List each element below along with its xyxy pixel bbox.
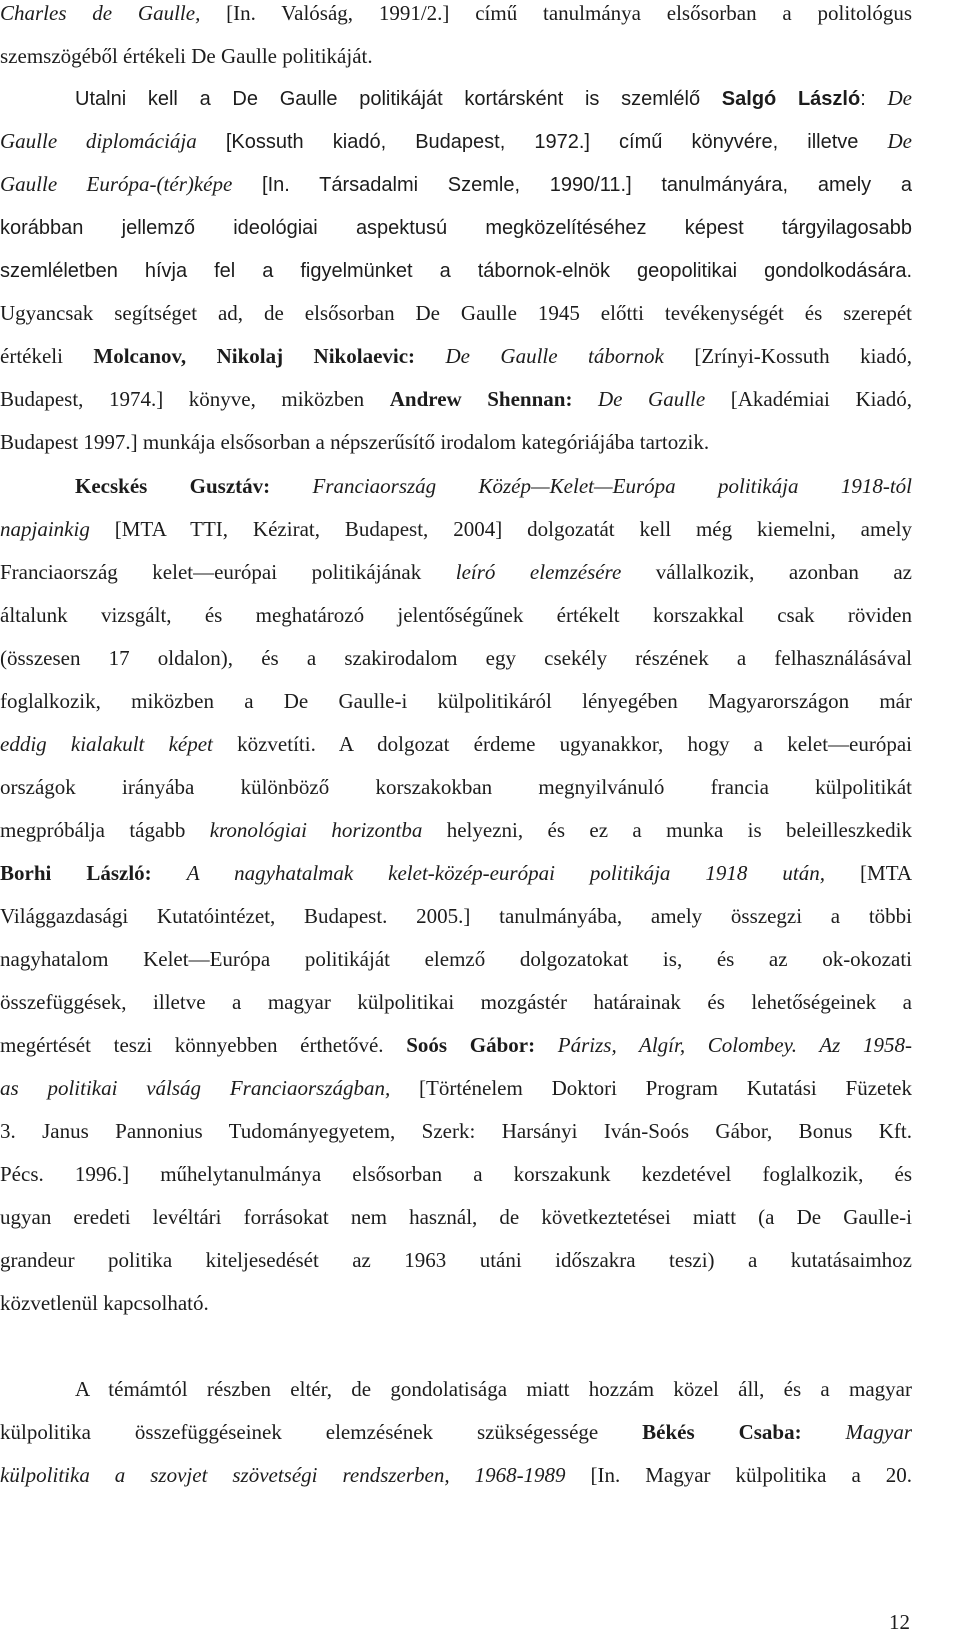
work-title: as politikai válság Franciaországban,: [0, 1076, 391, 1100]
text-run: [Történelem Doktori Program Kutatási Füzetek: [390, 1076, 912, 1100]
text-line: [0, 809, 912, 852]
text-run: [Akadémiai Kiadó,: [705, 387, 912, 411]
text-line: [0, 1196, 912, 1239]
text-run: helyezni, és ez a munka is beleilleszkedik: [422, 818, 912, 842]
text-run: külpolitika összefüggéseinek elemzésének szükségessége: [0, 1420, 643, 1444]
text-line: [0, 292, 912, 335]
text-line: [0, 163, 912, 206]
text-run: vállalkozik, azonban az: [621, 560, 912, 584]
text-run: grandeur politika kiteljesedését az 1963 utáni időszakra teszi) a kutatásaimhoz: [0, 1248, 912, 1272]
text-line: [0, 465, 912, 508]
text-line: [0, 1411, 912, 1454]
text-run: [MTA: [825, 861, 912, 885]
text-line: [0, 594, 912, 637]
text-line: [0, 852, 912, 895]
text-line: [0, 551, 912, 594]
text-run: Pécs. 1996.] műhelytanulmánya elsősorban a korszakunk kezdetével foglalkozik, és: [0, 1162, 912, 1186]
text-run: [Zrínyi-Kossuth kiadó,: [663, 344, 912, 368]
work-title: De: [887, 129, 912, 153]
work-title: De: [887, 86, 912, 110]
text-run: Világgazdasági Kutatóintézet, Budapest. 2005.] tanulmányába, amely összegzi a többi: [0, 904, 912, 928]
text-run: [415, 344, 445, 368]
text-run: Budapest 1997.] munkája elsősorban a népszerűsítő irodalom kategóriájába tartozik.: [0, 430, 710, 454]
text-line: [0, 981, 912, 1024]
text-run: 3. Janus Pannonius Tudományegyetem, Szerk: Harsányi Iván-Soós Gábor, Bonus Kft.: [0, 1119, 912, 1143]
text-run: [152, 861, 187, 885]
work-title: Gaulle diplomáciája: [0, 129, 197, 153]
text-run: összefüggések, illetve a magyar külpolitikai mozgástér határainak és lehetőségeinek a: [0, 990, 912, 1014]
text-run: [In. Társadalmi Szemle, 1990/11.] tanulmányára, amely a: [232, 174, 912, 196]
work-title: Charles de Gaulle,: [0, 1, 201, 25]
text-line: [0, 335, 912, 378]
text-run: közvetlenül kapcsolható.: [0, 1291, 209, 1315]
work-title: Gaulle Európa-(tér)képe: [0, 172, 233, 196]
text-line: [0, 723, 912, 766]
text-line: [0, 1368, 912, 1411]
text-run: [535, 1033, 558, 1057]
text-line: [0, 1282, 912, 1325]
text-run: Franciaország kelet—európai politikájának: [0, 560, 456, 584]
text-line: [0, 1024, 912, 1067]
text-line: [0, 1067, 912, 1110]
author-name: Borhi László:: [0, 861, 152, 885]
text-line: [0, 1110, 912, 1153]
paragraph-salgo-intro: [0, 0, 912, 78]
text-line: [0, 637, 912, 680]
work-title: Franciaország Közép—Kelet—Európa politikája 1918-tól: [312, 474, 912, 498]
author-name: Molcanov, Nikolaj Nikolaevic:: [93, 344, 416, 368]
author-name: Andrew Shennan:: [389, 387, 573, 411]
text-run: [In. Valóság, 1991/2.] című tanulmánya elsősorban a politológus: [200, 1, 912, 25]
text-run: közvetíti. A dolgozat érdeme ugyanakkor, hogy a kelet—európai: [212, 732, 912, 756]
text-run: [270, 474, 312, 498]
author-name: Békés Csaba:: [642, 1420, 802, 1444]
text-line: [0, 680, 912, 723]
text-run: nagyhatalom Kelet—Európa politikáját elemző dolgozatokat is, és az ok-okozati: [0, 947, 912, 971]
text-run: szemszögéből értékeli De Gaulle politikáját.: [0, 44, 373, 68]
text-run: országok irányába különböző korszakokban megnyilvánuló francia külpolitikát: [0, 775, 912, 799]
author-name: Kecskés Gusztáv:: [75, 474, 271, 498]
work-title: napjainkig: [0, 517, 90, 541]
text-run: (összesen 17 oldalon), és a szakirodalom egy csekély részének a felhasználásával: [0, 646, 912, 670]
text-run: [Kossuth kiadó, Budapest, 1972.] című könyvére, illetve: [196, 131, 888, 153]
author-name: Soós Gábor:: [406, 1033, 536, 1057]
work-title: külpolitika a szovjet szövetségi rendszerben, 1968-1989: [0, 1463, 566, 1487]
text-run: szemléletben hívja fel a figyelmünket a tábornok-elnök geopolitikai gondolkodására.: [0, 260, 912, 282]
text-run: ugyan eredeti levéltári forrásokat nem használ, de következtetései miatt (a De Gaulle-i: [0, 1205, 912, 1229]
work-title: De Gaulle tábornok: [445, 344, 664, 368]
text-line: [0, 206, 912, 249]
paragraph-bekes: [0, 1368, 912, 1497]
work-title: Párizs, Algír, Colombey. Az 1958-: [557, 1033, 912, 1057]
text-run: Budapest, 1974.] könyve, miközben: [0, 387, 390, 411]
text-run: :: [860, 88, 888, 110]
paragraph-salgo-molcanov: [0, 77, 912, 464]
text-line: [0, 895, 912, 938]
text-run: korábban jellemző ideológiai aspektusú megközelítéséhez képest tárgyilagosabb: [0, 217, 912, 239]
work-title: Magyar: [845, 1420, 912, 1444]
text-line: [0, 77, 912, 120]
work-title: kronológiai horizontba: [209, 818, 423, 842]
text-line: [0, 1239, 912, 1282]
work-title: A nagyhatalmak kelet-közép-európai politikája 1918 után,: [186, 861, 826, 885]
text-line: [0, 766, 912, 809]
text-line: [0, 1153, 912, 1196]
text-line: [0, 378, 912, 421]
text-run: általunk vizsgált, és meghatározó jelentőségűnek értékelt korszakkal csak röviden: [0, 603, 912, 627]
text-line: [0, 120, 912, 163]
text-run: megértését teszi könnyebben érthetővé.: [0, 1033, 407, 1057]
text-run: A témámtól részben eltér, de gondolatisága miatt hozzám közel áll, és a magyar: [75, 1377, 912, 1401]
text-run: megpróbálja tágabb: [0, 818, 210, 842]
text-run: [802, 1420, 846, 1444]
text-line: [0, 1454, 912, 1497]
author-name: Salgó László: [721, 88, 861, 110]
text-line: [0, 35, 912, 78]
paragraph-kecskes-borhi-soos: [0, 465, 912, 1325]
text-run: Ugyancsak segítséget ad, de elsősorban De Gaulle 1945 előtti tevékenységét és szerepét: [0, 301, 912, 325]
work-title: leíró elemzésére: [455, 560, 622, 584]
text-line: [0, 938, 912, 981]
text-line: [0, 0, 912, 35]
text-line: [0, 508, 912, 551]
page-number: 12: [889, 1610, 910, 1634]
text-line: [0, 421, 912, 464]
text-run: [In. Magyar külpolitika a 20.: [565, 1463, 912, 1487]
text-run: foglalkozik, miközben a De Gaulle-i külpolitikáról lényegében Magyarországon már: [0, 689, 912, 713]
text-run: [MTA TTI, Kézirat, Budapest, 2004] dolgozatát kell még kiemelni, amely: [89, 517, 912, 541]
text-line: [0, 249, 912, 292]
text-run: értékeli: [0, 344, 94, 368]
work-title: De Gaulle: [598, 387, 706, 411]
work-title: eddig kialakult képet: [0, 732, 213, 756]
text-run: [572, 387, 598, 411]
text-run: Utalni kell a De Gaulle politikáját kortársként is szemlélő: [75, 88, 722, 110]
